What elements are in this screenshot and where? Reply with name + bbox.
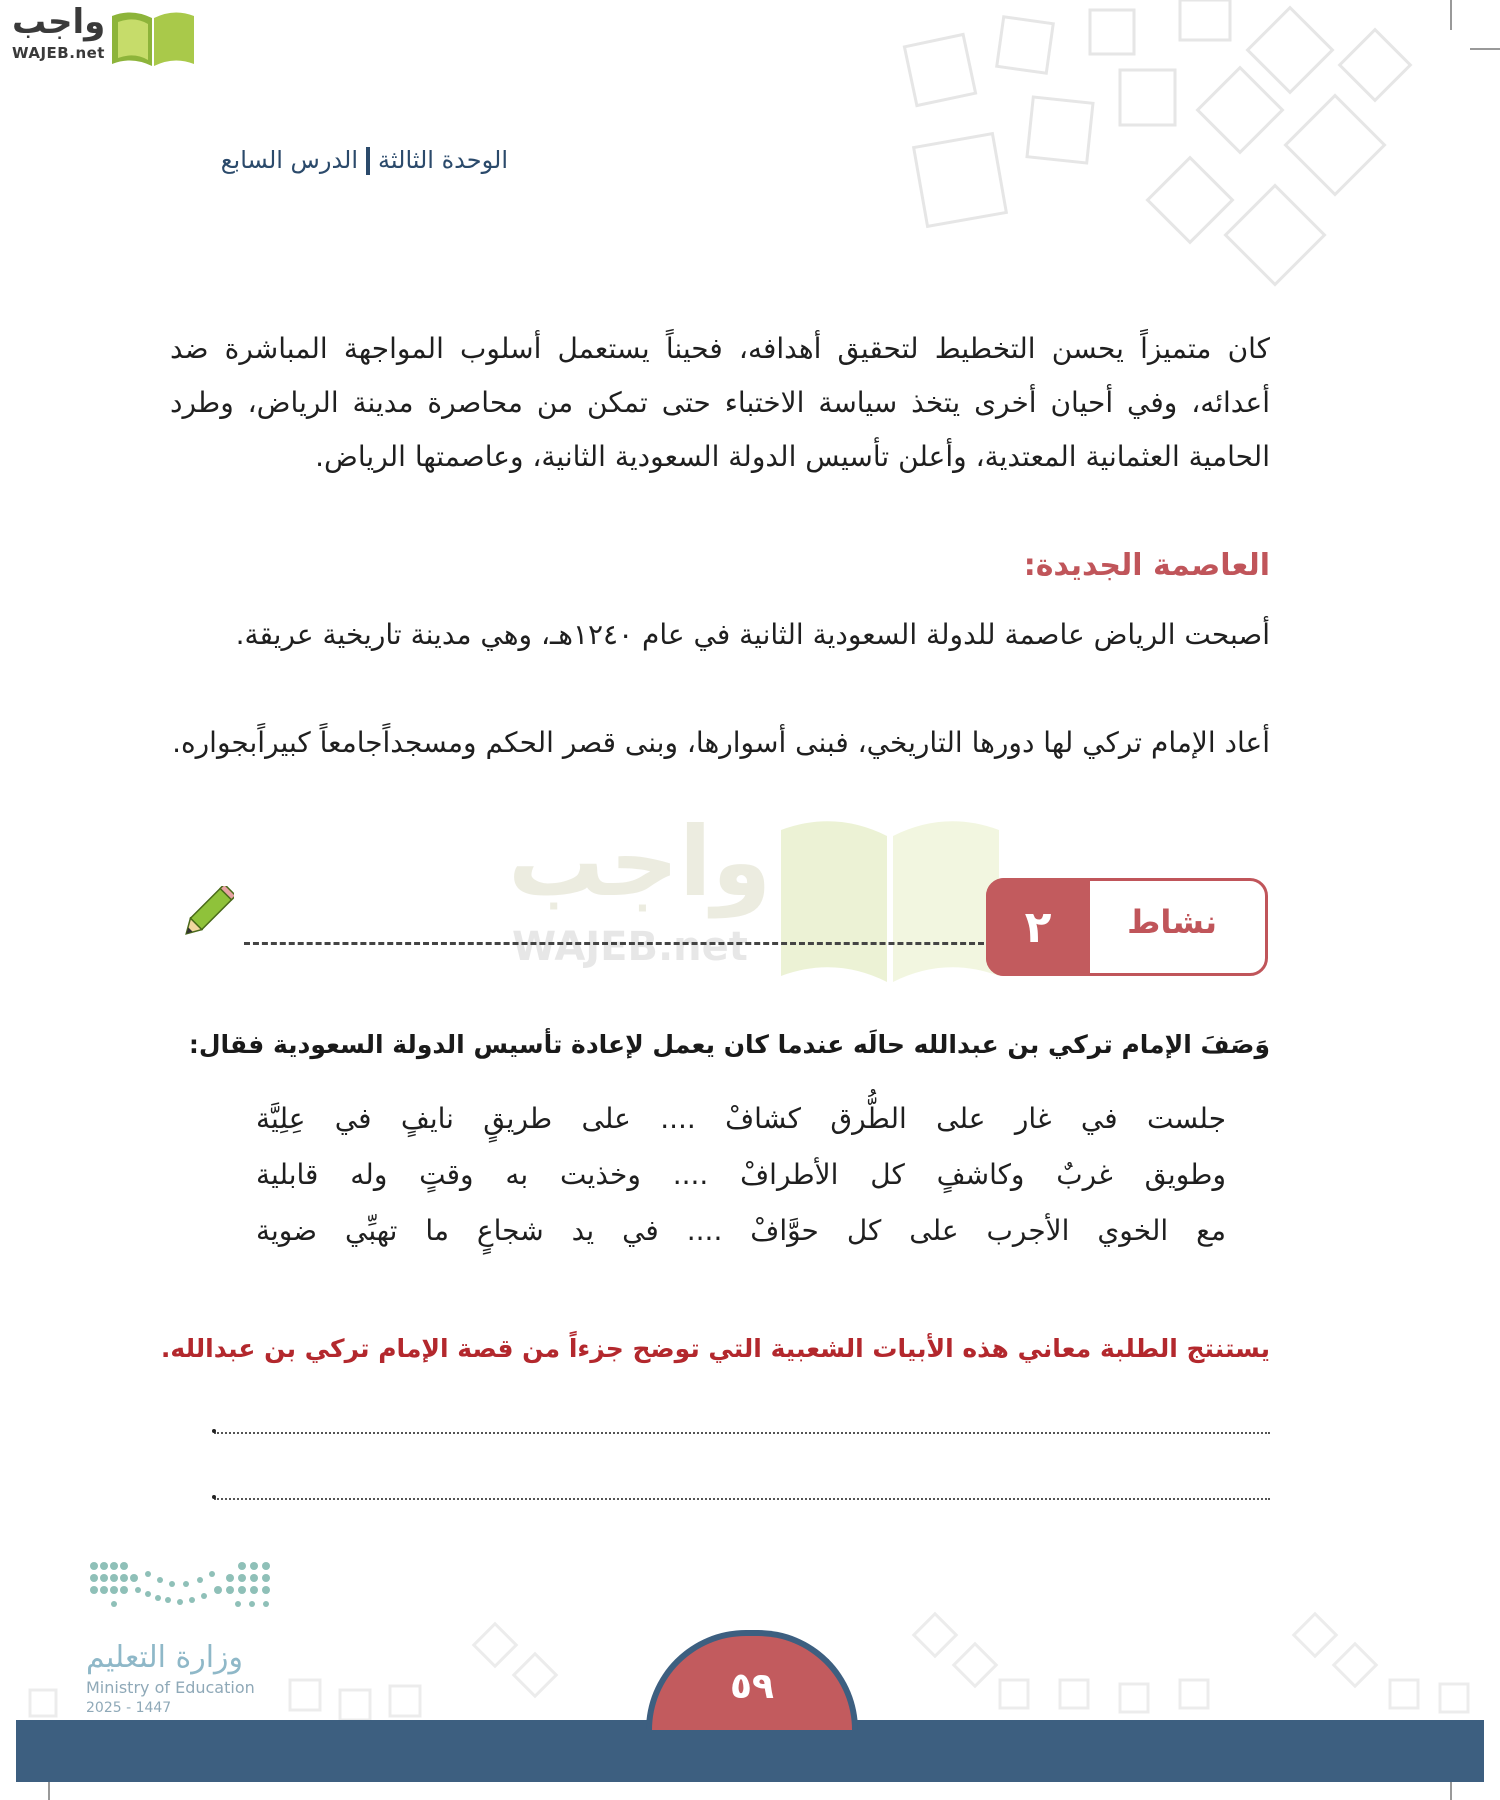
watermark-book-icon (775, 810, 1005, 985)
watermark-ar: واجب (508, 806, 772, 918)
poem-verse: وطويق غربٌ وكاشفٍ كل الأطرافْ .... وخذيت به وقتٍ وله قابلية (256, 1158, 1226, 1191)
answer-line-dot (212, 1495, 216, 1499)
capital-heading: العاصمة الجديدة: (1023, 548, 1270, 583)
crop-mark-top-right (1450, 0, 1452, 30)
poem-verse: جلست في غار على الطُّرق كشافْ .... على طريقٍ نايفٍ في عِلِيَّة (256, 1102, 1226, 1135)
poem-verse: مع الخوي الأجرب على كل حوَّافْ .... في يد شجاعٍ ما تهبِّي ضوية (256, 1214, 1226, 1247)
unit-title: الوحدة الثالثة (378, 146, 508, 174)
logo-word: واجب (12, 2, 106, 42)
ministry-of-education-logo (84, 1560, 284, 1720)
logo-net: WAJEB.net (12, 44, 105, 62)
crop-mark-right (1470, 48, 1500, 50)
header-separator (366, 147, 370, 175)
answer-line-2[interactable] (214, 1498, 1270, 1500)
unit-lesson-header (221, 146, 508, 175)
ministry-year: 2025 - 1447 (86, 1700, 172, 1716)
ministry-dots-icon (88, 1560, 274, 1618)
wajeb-watermark (490, 806, 1010, 990)
book-icon (108, 8, 198, 68)
activity-answer: يستنتج الطلبة معاني هذه الأبيات الشعبية التي توضح جزءاً من قصة الإمام تركي بن عبدالله. (160, 1334, 1270, 1363)
page-number: ٥٩ (730, 1666, 774, 1707)
activity-question: وَصَفَ الإمام تركي بن عبدالله حالَه عندما كان يعمل لإعادة تأسيس الدولة السعودية فقال: (188, 1030, 1270, 1059)
decorative-squares-pattern (880, 0, 1440, 300)
answer-line-dot (212, 1429, 216, 1433)
watermark-en: WAJEB.net (512, 924, 748, 970)
lesson-title: الدرس السابع (220, 146, 359, 174)
activity-number: ٢ (986, 878, 1090, 976)
ministry-name-ar: وزارة التعليم (86, 1640, 244, 1675)
wajeb-logo[interactable] (10, 2, 190, 66)
activity-label: نشاط (1127, 903, 1217, 941)
ministry-name-en: Ministry of Education (86, 1678, 255, 1697)
answer-line-1[interactable] (214, 1432, 1270, 1434)
pencil-icon (178, 886, 234, 942)
capital-paragraph-1: أصبحت الرياض عاصمة للدولة السعودية الثانية في عام ١٢٤٠هـ، وهي مدينة تاريخية عريقة. (235, 618, 1270, 651)
activity-dashed-line (244, 942, 984, 945)
capital-paragraph-2: أعاد الإمام تركي لها دورها التاريخي، فبنى أسوارها، وبنى قصر الحكم ومسجداًجامعاً كبيراًبجواره. (172, 726, 1270, 759)
intro-paragraph: كان متميزاً يحسن التخطيط لتحقيق أهدافه، فحيناً يستعمل أسلوب المواجهة المباشرة ضد أعدائه، وفي أحيان أخرى يتخذ سياسة الاختباء حتى تمكن من محاصرة مدينة الرياض، وطرد الحامية العثمانية المعتدية، وأعلن تأسيس الدولة السعودية الثانية، وعاصمتها الرياض. (170, 332, 1270, 473)
